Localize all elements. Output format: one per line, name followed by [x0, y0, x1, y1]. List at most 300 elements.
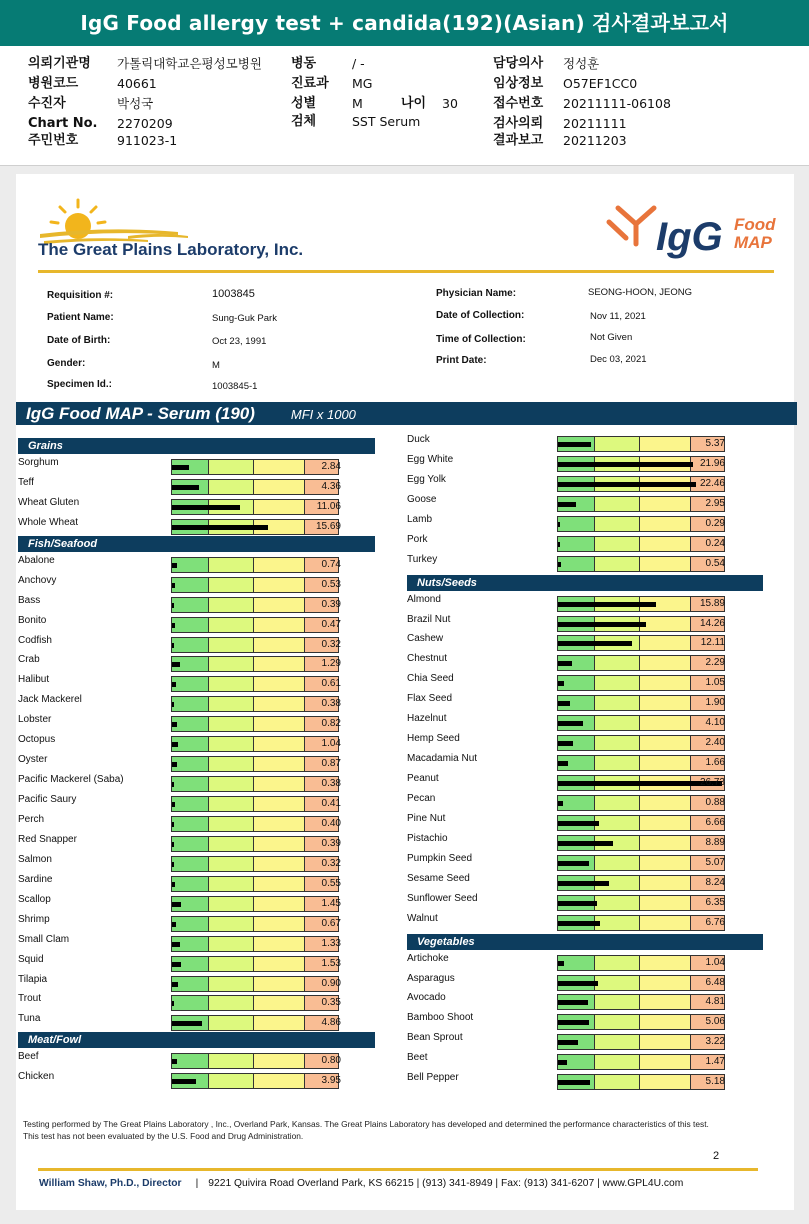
food-value: 0.39	[321, 598, 341, 610]
food-name: Lobster	[18, 714, 52, 726]
food-value: 12.11	[700, 637, 725, 649]
level-fill	[558, 721, 583, 726]
level-zone	[172, 717, 209, 731]
level-fill	[172, 662, 180, 667]
food-value: 0.87	[321, 758, 341, 770]
level-zone	[595, 796, 640, 810]
lab-report-page	[16, 174, 794, 1210]
level-fill	[172, 782, 174, 787]
level-zone	[209, 757, 254, 771]
result-row	[18, 1069, 384, 1089]
food-value: 22.46	[699, 477, 725, 489]
food-value: 5.18	[705, 1076, 725, 1088]
level-fill	[558, 522, 560, 527]
food-name: Small Clam	[18, 933, 70, 945]
food-name: Sardine	[18, 873, 53, 885]
level-zone	[254, 618, 305, 632]
results-banner	[16, 402, 797, 425]
level-fill	[172, 1079, 196, 1084]
patient-info-value: 1003845	[212, 288, 255, 300]
level-zone	[209, 977, 254, 991]
level-zone	[254, 578, 305, 592]
food-name: Lamb	[407, 513, 433, 525]
level-zone	[172, 757, 209, 771]
result-row	[18, 812, 384, 832]
food-value: 4.10	[705, 717, 725, 729]
food-value: 6.35	[705, 896, 725, 908]
level-fill	[172, 505, 240, 510]
level-zone	[640, 756, 691, 770]
food-value: 8.89	[705, 836, 725, 848]
result-row	[407, 1050, 768, 1070]
level-zone	[209, 837, 254, 851]
food-value: 0.47	[321, 618, 341, 630]
level-fill	[558, 661, 572, 666]
level-fill	[558, 1040, 578, 1045]
header-rule	[38, 270, 774, 273]
result-row	[407, 651, 768, 671]
level-zone	[595, 995, 640, 1009]
result-row	[18, 573, 384, 593]
food-name: Octopus	[18, 734, 56, 746]
food-name: Duck	[407, 434, 430, 445]
food-name: Almond	[407, 593, 441, 605]
kr-mid-value: / -	[352, 56, 365, 71]
kr-left-label: 수진자	[28, 96, 66, 111]
level-fill	[558, 482, 696, 487]
level-zone	[209, 777, 254, 791]
level-zone	[254, 797, 305, 811]
patient-info-value: Nov 11, 2021	[590, 311, 646, 322]
level-fill	[558, 542, 560, 547]
result-row	[18, 772, 384, 792]
level-zone	[640, 437, 691, 451]
food-value: 8.24	[705, 876, 725, 888]
food-value: 0.67	[321, 917, 341, 929]
food-value: 1.29	[321, 658, 341, 670]
food-name: Sorghum	[18, 457, 59, 468]
result-row	[18, 752, 384, 772]
patient-info-label: Requisition #:	[47, 290, 114, 301]
category-header: Grains	[18, 438, 375, 454]
result-row	[18, 1049, 384, 1069]
level-zone	[254, 657, 305, 671]
level-zone	[640, 976, 691, 990]
level-zone	[172, 797, 209, 811]
igg-logo-food: Food	[734, 215, 776, 234]
result-row	[407, 512, 768, 532]
kr-right-value: O57EF1CC0	[563, 76, 638, 91]
result-row	[407, 552, 768, 572]
kr-right-value: 20211111-06108	[563, 96, 671, 111]
food-value: 1.33	[321, 937, 341, 949]
food-value: 0.74	[321, 558, 341, 570]
food-value: 0.24	[705, 537, 725, 549]
level-zone	[640, 896, 691, 910]
level-zone	[640, 636, 691, 650]
food-value: 21.96	[699, 457, 725, 469]
kr-left-value: 가톨릭대학교은평성모병원	[117, 56, 262, 71]
result-row	[407, 731, 768, 751]
level-fill	[558, 841, 613, 846]
level-zone	[595, 856, 640, 870]
footer	[39, 1178, 759, 1189]
level-zone	[558, 517, 595, 531]
food-name: Shrimp	[18, 913, 50, 925]
result-row	[18, 515, 384, 535]
level-zone	[172, 857, 209, 871]
level-fill	[558, 1060, 567, 1065]
food-name: Bell Pepper	[407, 1072, 459, 1084]
kr-right-value: 20211111	[563, 116, 627, 131]
level-zone	[640, 696, 691, 710]
food-value: 3.22	[705, 1036, 725, 1048]
level-fill	[558, 622, 646, 627]
level-fill	[172, 742, 178, 747]
result-row	[18, 475, 384, 495]
food-value: 2.40	[705, 737, 725, 749]
level-zone	[172, 917, 209, 931]
level-fill	[558, 1080, 590, 1085]
level-fill	[558, 502, 576, 507]
level-zone	[209, 877, 254, 891]
level-fill	[558, 562, 561, 567]
level-zone	[595, 656, 640, 670]
food-name: Bass	[18, 594, 41, 606]
result-row	[407, 631, 768, 651]
result-row	[18, 692, 384, 712]
food-name: Chia Seed	[407, 673, 454, 685]
food-value: 15.69	[315, 520, 341, 532]
level-fill	[172, 1001, 174, 1006]
kr-right-label: 담당의사	[493, 56, 544, 71]
food-name: Brazil Nut	[407, 613, 451, 625]
food-value: 5.07	[705, 856, 725, 868]
level-zone	[254, 996, 305, 1010]
level-zone	[209, 697, 254, 711]
level-zone	[254, 957, 305, 971]
food-name: Halibut	[18, 674, 50, 686]
level-fill	[558, 981, 598, 986]
level-zone	[209, 1054, 254, 1068]
level-zone	[209, 578, 254, 592]
food-value: 2.95	[705, 497, 725, 509]
level-zone	[209, 897, 254, 911]
result-row	[407, 831, 768, 851]
level-zone	[209, 1074, 254, 1088]
result-row	[407, 891, 768, 911]
footnote: Testing performed by The Great Plains Laboratory , Inc., Overland Park, Kansas. The Great Plains Laboratory has developed and determined the performance characteristics of this test. This test has not been evaluated by the U.S. Food and Drug Administration.	[23, 1119, 709, 1141]
food-value: 0.88	[705, 796, 725, 808]
food-name: Hazelnut	[407, 713, 447, 725]
level-zone	[595, 437, 640, 451]
level-zone	[209, 618, 254, 632]
level-zone	[640, 517, 691, 531]
food-name: Sunflower Seed	[407, 892, 478, 904]
food-value: 0.41	[321, 798, 341, 810]
kr-mid-value: MG	[352, 76, 373, 91]
patient-info-label: Time of Collection:	[436, 334, 526, 345]
result-row	[18, 633, 384, 653]
level-zone	[640, 1035, 691, 1049]
level-fill	[172, 762, 177, 767]
food-value: 0.82	[321, 718, 341, 730]
kr-right-value: 정성훈	[563, 56, 600, 71]
category-header: Vegetables	[407, 934, 763, 950]
result-row	[407, 612, 768, 632]
kr-left-value: 박성국	[117, 96, 154, 111]
food-name: Pumpkin Seed	[407, 852, 473, 864]
level-zone	[254, 717, 305, 731]
food-value: 2.29	[705, 657, 725, 669]
food-name: Tuna	[18, 1013, 41, 1025]
kr-left-value: 40661	[117, 76, 157, 91]
level-zone	[640, 836, 691, 850]
result-row	[407, 990, 768, 1010]
level-fill	[172, 623, 175, 628]
level-zone	[640, 617, 691, 631]
food-name: Bamboo Shoot	[407, 1012, 474, 1024]
level-zone	[209, 857, 254, 871]
food-name: Squid	[18, 953, 44, 965]
food-value: 2.84	[321, 461, 341, 472]
level-fill	[172, 583, 175, 588]
level-fill	[172, 682, 176, 687]
level-fill	[558, 1000, 588, 1005]
result-row	[18, 1011, 384, 1031]
patient-info-label: Physician Name:	[436, 288, 517, 299]
level-zone	[595, 736, 640, 750]
level-zone	[209, 598, 254, 612]
report-title: IgG Food allergy test + candida(192)(Asian) 검사결과보고서	[0, 0, 809, 46]
level-zone	[209, 558, 254, 572]
result-row	[18, 972, 384, 992]
level-fill	[558, 462, 693, 467]
level-zone	[172, 877, 209, 891]
result-row	[407, 971, 768, 991]
level-fill	[558, 881, 609, 886]
level-zone	[209, 797, 254, 811]
food-value: 6.66	[705, 816, 725, 828]
food-value: 6.48	[705, 976, 725, 988]
level-fill	[558, 701, 570, 706]
food-value: 1.66	[705, 757, 725, 769]
patient-info-value: Dec 03, 2021	[590, 354, 647, 365]
level-fill	[172, 862, 174, 867]
food-name: Jack Mackerel	[18, 694, 82, 706]
food-name: Pine Nut	[407, 812, 446, 824]
result-row	[18, 495, 384, 515]
result-row	[407, 432, 768, 452]
level-zone	[640, 497, 691, 511]
level-fill	[558, 641, 632, 646]
level-zone	[172, 837, 209, 851]
food-name: Bonito	[18, 614, 47, 626]
food-name: Chicken	[18, 1071, 55, 1083]
level-zone	[595, 956, 640, 970]
food-name: Turkey	[407, 553, 438, 565]
level-zone	[254, 1074, 305, 1088]
result-row	[18, 892, 384, 912]
level-zone	[209, 677, 254, 691]
level-zone	[209, 638, 254, 652]
food-name: Pork	[407, 533, 428, 545]
food-name: Beef	[18, 1051, 39, 1063]
kr-mid-value: SST Serum	[352, 114, 421, 129]
food-name: Avocado	[407, 992, 446, 1004]
result-row	[18, 593, 384, 613]
result-row	[18, 672, 384, 692]
lab-name: The Great Plains Laboratory, Inc.	[38, 240, 304, 259]
level-zone	[558, 557, 595, 571]
level-zone	[640, 1055, 691, 1069]
level-fill	[172, 1021, 202, 1026]
level-zone	[640, 876, 691, 890]
food-name: Artichoke	[407, 952, 449, 964]
result-row	[407, 691, 768, 711]
patient-info-value: 1003845-1	[212, 381, 258, 392]
level-zone	[209, 937, 254, 951]
level-fill	[172, 902, 181, 907]
food-name: Trout	[18, 993, 41, 1005]
food-name: Sesame Seed	[407, 872, 470, 884]
result-row	[407, 751, 768, 771]
level-fill	[172, 982, 178, 987]
food-value: 1.90	[705, 697, 725, 709]
food-value: 1.04	[705, 956, 725, 968]
result-row	[18, 912, 384, 932]
result-row	[407, 951, 768, 971]
food-name: Crab	[18, 654, 40, 666]
level-zone	[254, 897, 305, 911]
food-name: Pacific Saury	[18, 794, 77, 806]
level-zone	[595, 896, 640, 910]
level-zone	[254, 737, 305, 751]
patient-info-label: Date of Collection:	[436, 310, 525, 321]
food-value: 0.38	[321, 698, 341, 710]
category-header: Nuts/Seeds	[407, 575, 763, 591]
food-value: 0.39	[321, 837, 341, 849]
food-name: Salmon	[18, 853, 52, 865]
result-row	[407, 851, 768, 871]
food-value: 26.73	[699, 777, 725, 789]
food-value: 4.86	[321, 1017, 341, 1029]
food-value: 0.55	[321, 877, 341, 889]
result-row	[407, 771, 768, 791]
food-value: 0.38	[321, 778, 341, 790]
level-fill	[558, 761, 568, 766]
page-number: 2	[713, 1150, 720, 1162]
footer-address: 9221 Quivira Road Overland Park, KS 66215 | (913) 341-8949 | Fax: (913) 341-6207 | www.GPL4U.com	[208, 1178, 684, 1189]
level-fill	[558, 861, 589, 866]
food-value: 1.53	[321, 957, 341, 969]
result-row	[18, 852, 384, 872]
result-row	[407, 1010, 768, 1030]
level-zone	[595, 557, 640, 571]
level-zone	[209, 717, 254, 731]
level-zone	[558, 537, 595, 551]
food-name: Scallop	[18, 893, 51, 905]
food-value: 1.47	[705, 1056, 725, 1068]
level-fill	[558, 1020, 589, 1025]
level-zone	[640, 537, 691, 551]
level-zone	[254, 817, 305, 831]
level-zone	[595, 976, 640, 990]
igg-logo-map: MAP	[734, 233, 772, 252]
igg-food-map-logo	[604, 200, 784, 260]
level-zone	[254, 677, 305, 691]
patient-info-value: SEONG-HOON, JEONG	[588, 287, 692, 298]
food-name: Asparagus	[407, 972, 455, 984]
food-value: 4.36	[321, 480, 341, 492]
level-zone	[595, 816, 640, 830]
level-zone	[172, 977, 209, 991]
result-row	[18, 952, 384, 972]
level-fill	[172, 802, 175, 807]
food-name: Wheat Gluten	[18, 496, 80, 508]
level-fill	[172, 822, 174, 827]
level-zone	[254, 837, 305, 851]
kr-mid-label: 성별	[291, 96, 317, 111]
level-zone	[254, 697, 305, 711]
food-name: Egg White	[407, 453, 454, 465]
food-name: Bean Sprout	[407, 1032, 463, 1044]
food-name: Chestnut	[407, 653, 448, 665]
patient-info-value: Sung-Guk Park	[212, 313, 277, 324]
level-zone	[640, 796, 691, 810]
level-fill	[558, 681, 564, 686]
food-name: Perch	[18, 813, 45, 825]
level-zone	[172, 996, 209, 1010]
level-zone	[209, 1016, 254, 1030]
level-zone	[209, 957, 254, 971]
level-zone	[595, 1075, 640, 1089]
level-zone	[172, 1054, 209, 1068]
level-fill	[558, 741, 573, 746]
level-zone	[254, 937, 305, 951]
kr-left-label: 병원코드	[28, 76, 79, 91]
kr-right-value: 20211203	[563, 133, 627, 148]
food-value: 3.95	[321, 1075, 341, 1087]
level-zone	[172, 777, 209, 791]
result-row	[407, 1070, 768, 1090]
level-zone	[254, 777, 305, 791]
level-zone	[595, 517, 640, 531]
result-row	[18, 652, 384, 672]
food-value: 6.76	[705, 916, 725, 928]
result-row	[407, 472, 768, 492]
food-value: 5.06	[705, 1016, 725, 1028]
level-fill	[172, 942, 180, 947]
footer-director: William Shaw, Ph.D., Director	[39, 1178, 182, 1189]
level-zone	[172, 598, 209, 612]
level-zone	[209, 737, 254, 751]
result-row	[407, 791, 768, 811]
food-value: 0.61	[321, 678, 341, 690]
patient-info-label: Date of Birth:	[47, 335, 111, 346]
level-fill	[172, 922, 176, 927]
level-zone	[209, 460, 254, 474]
level-zone	[254, 638, 305, 652]
level-fill	[172, 842, 174, 847]
level-zone	[172, 558, 209, 572]
patient-info-label: Gender:	[47, 358, 86, 369]
food-name: Hemp Seed	[407, 733, 460, 745]
food-value: 0.32	[321, 857, 341, 869]
kr-left-label: 의뢰기관명	[28, 56, 91, 71]
food-name: Pecan	[407, 792, 436, 804]
level-zone	[640, 856, 691, 870]
